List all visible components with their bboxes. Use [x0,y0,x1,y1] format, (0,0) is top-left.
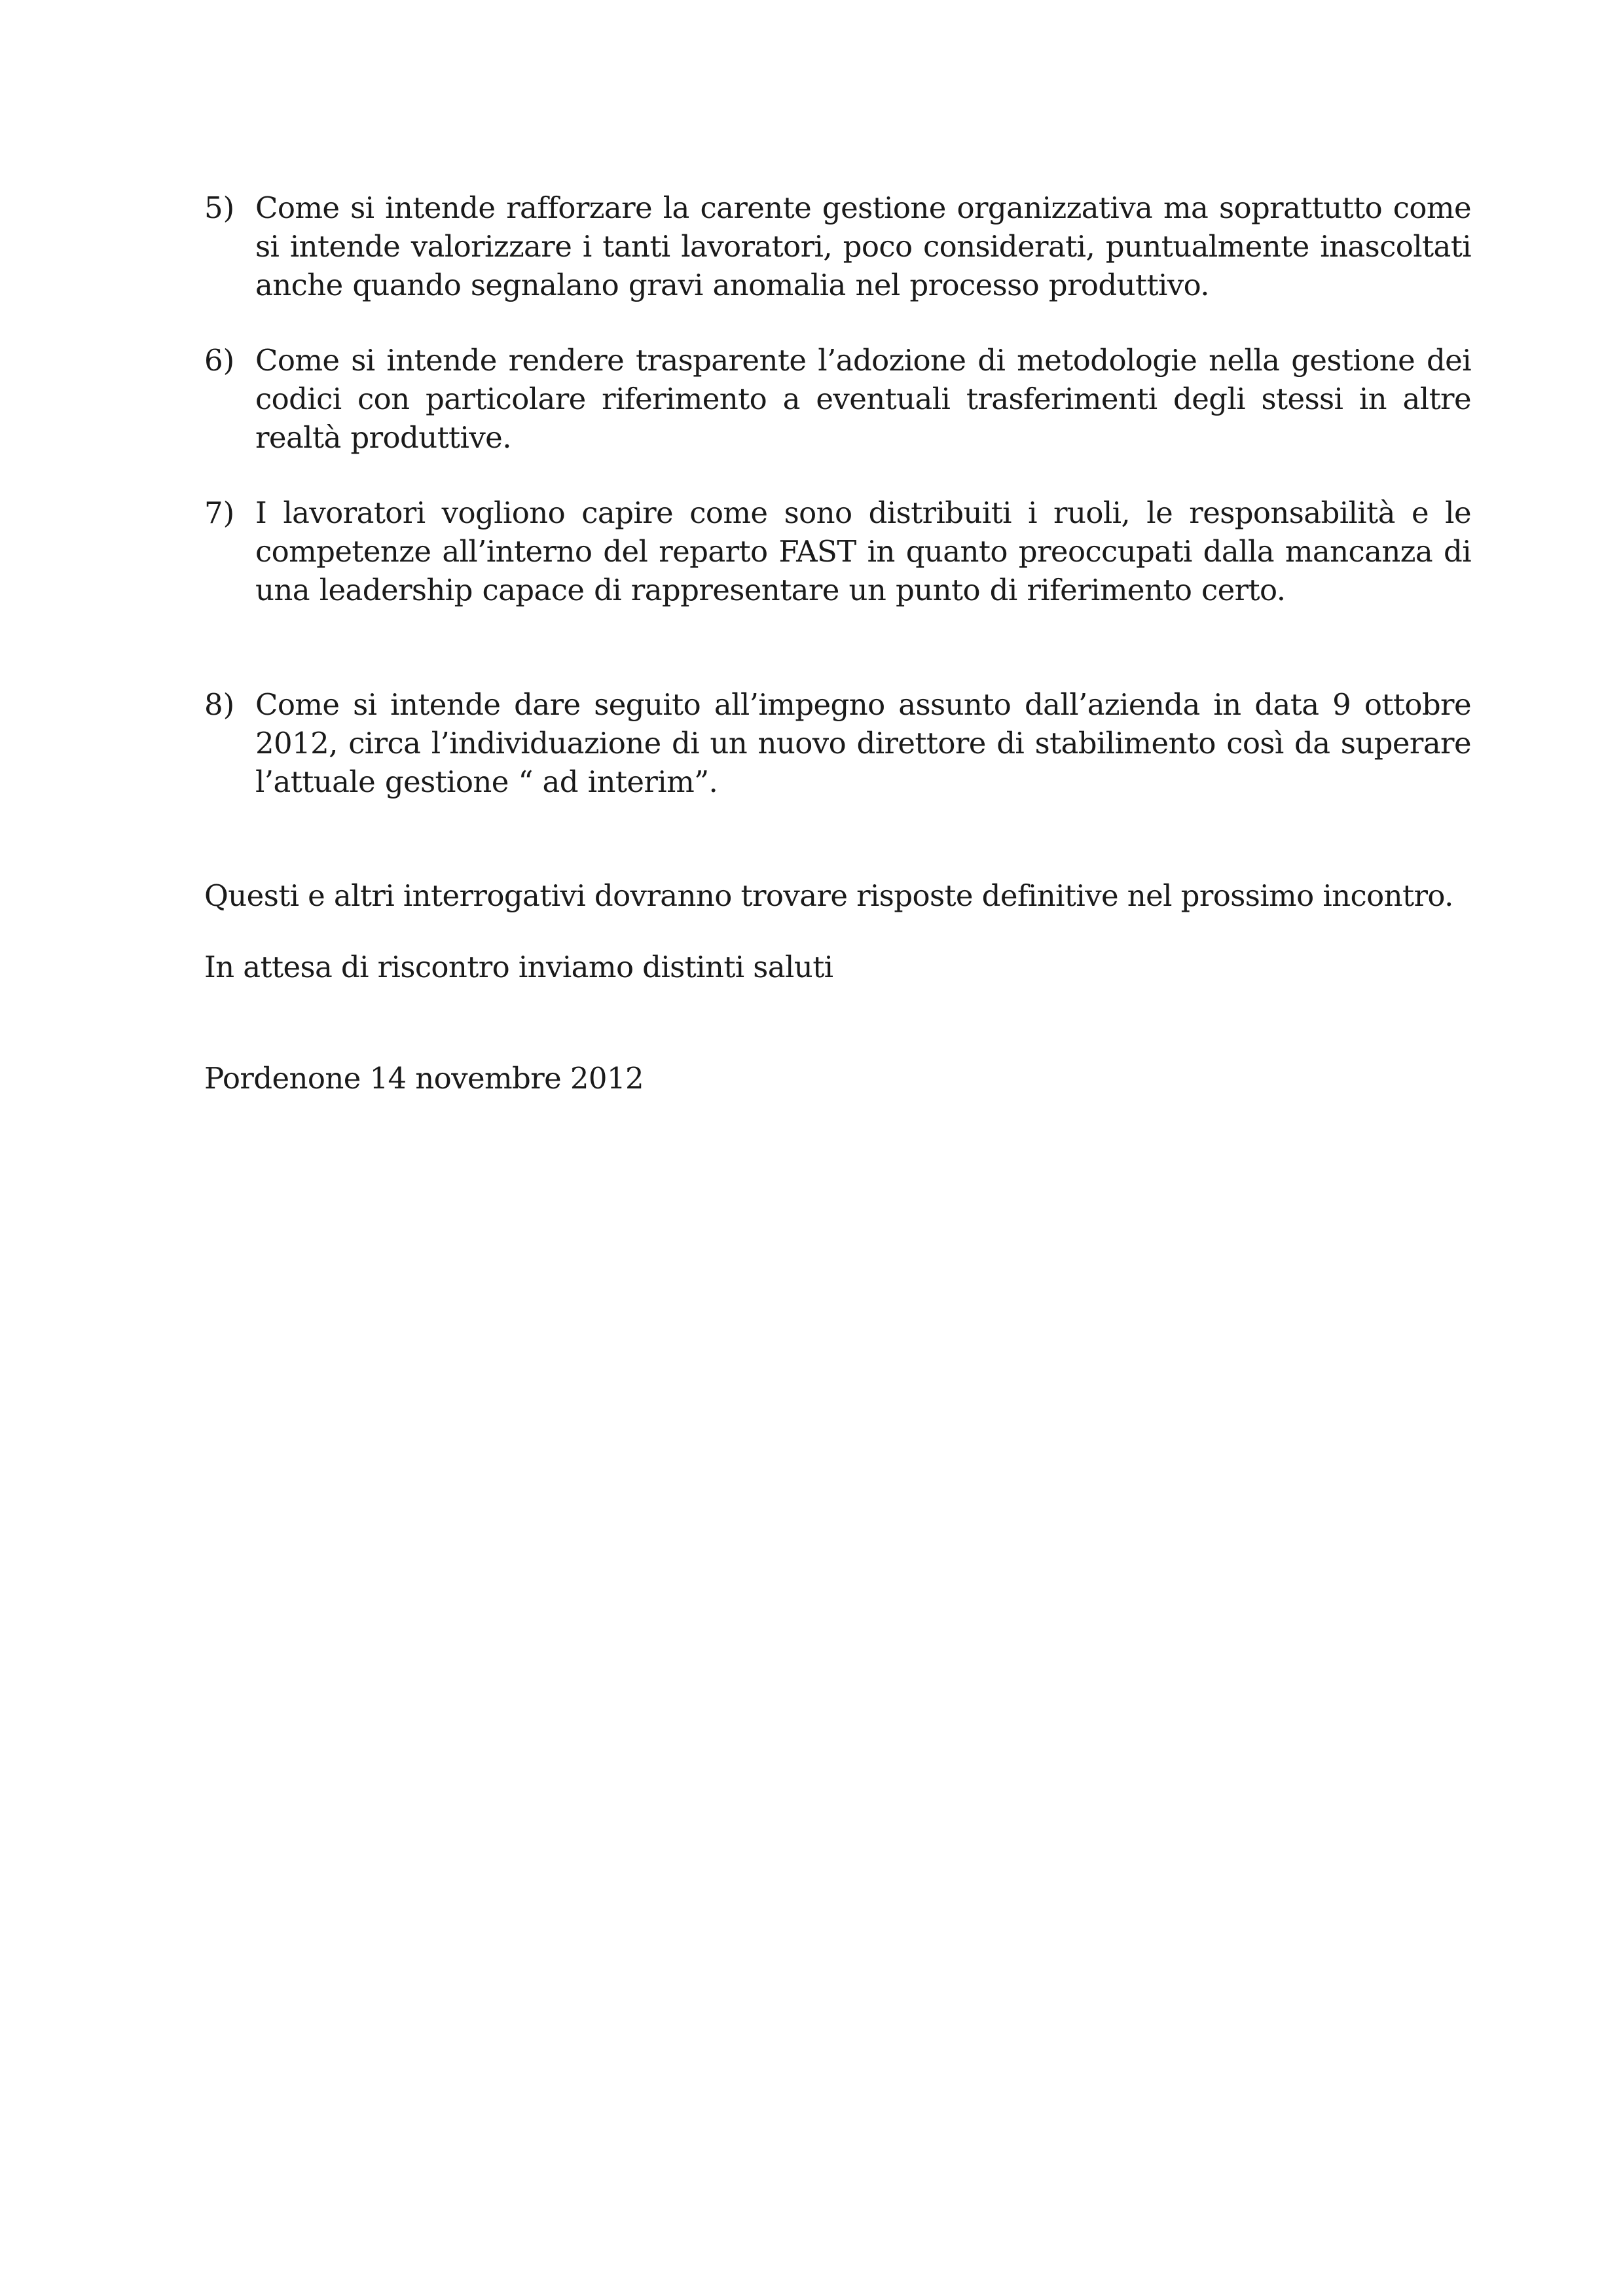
questions-note: Questi e altri interrogativi dovranno trovare risposte definitive nel prossimo incontro. [204,878,1453,913]
letter-body [204,188,1471,1098]
item-text: Come si intende rendere trasparente l’adozione di metodologie nella gestione dei codici con particolare riferimento a eventuali trasferimenti degli stessi in altre realtà produttive. [255,343,1471,455]
item-number: 5) [204,190,235,225]
closing-greeting: In attesa di riscontro inviamo distinti saluti [204,950,833,984]
item-text: I lavoratori vogliono capire come sono distribuiti i ruoli, le responsabilità e le competenze all’interno del reparto FAST in quanto preoccupati dalla mancanza di una leadership capace di rappresentare un punto di riferimento certo. [255,495,1471,607]
item-text: Come si intende dare seguito all’impegno assunto dall’azienda in data 9 ottobre 2012, circa l’individuazione di un nuovo direttore di stabilimento così da superare l’attuale gestione “ ad interim”. [255,687,1471,799]
list-item [204,493,1471,609]
place-date: Pordenone 14 novembre 2012 [204,1061,644,1096]
list-item [204,685,1471,801]
list-item [204,341,1471,457]
list-item [204,188,1471,304]
item-number: 6) [204,343,235,378]
item-text: Come si intende rafforzare la carente gestione organizzativa ma soprattutto come si intende valorizzare i tanti lavoratori, poco considerati, puntualmente inascoltati anche quando segnalano gravi anomalia nel processo produttivo. [255,190,1471,302]
item-number: 7) [204,495,235,530]
item-number: 8) [204,687,235,722]
